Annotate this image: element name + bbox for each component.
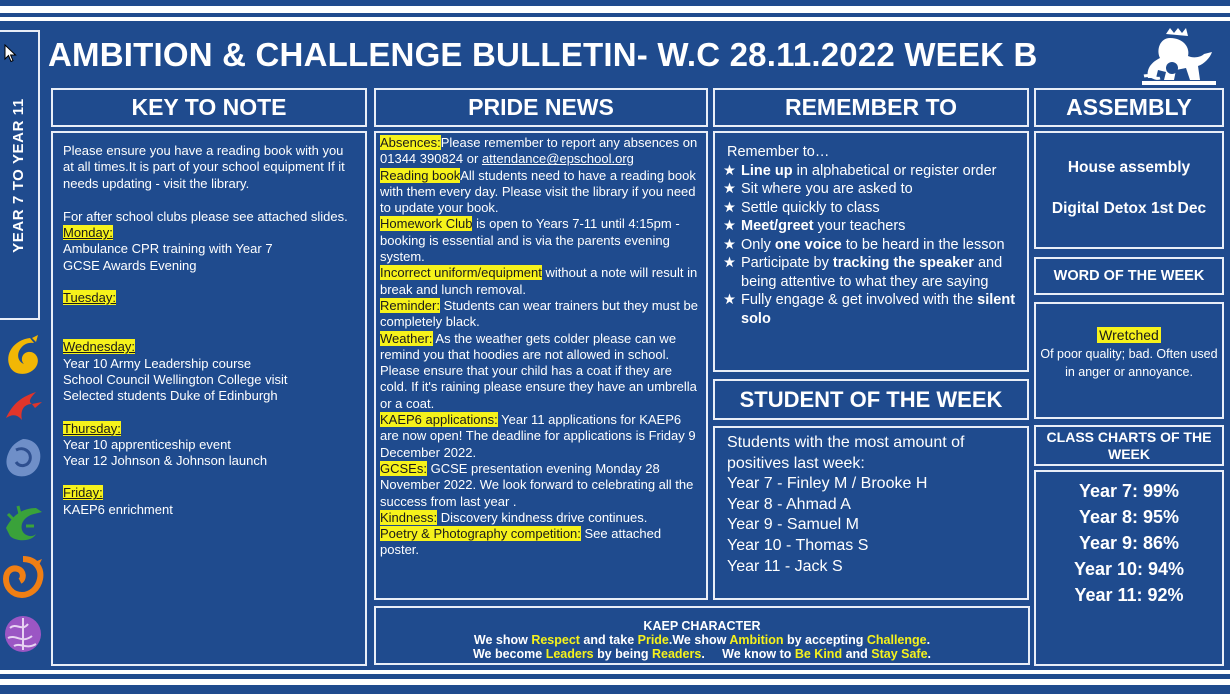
kaep-keyword: Stay Safe	[871, 647, 928, 661]
assembly-header	[1034, 88, 1224, 127]
news-item-homework-club	[380, 216, 702, 265]
news-label: Weather:	[380, 330, 433, 346]
key-to-note-title: KEY TO NOTE	[131, 94, 287, 120]
kaep-text-run: We show	[473, 633, 532, 647]
blue-sea-creature-icon	[2, 436, 44, 480]
remember-intro: Remember to…	[727, 144, 830, 160]
day-item: GCSE Awards Evening	[63, 257, 197, 273]
pride-news-panel	[374, 131, 708, 600]
lion-crown-logo-icon	[1140, 28, 1218, 86]
remember-text-run: your teachers	[813, 218, 906, 234]
kaep-text-run: and	[842, 647, 872, 661]
remember-item-text	[741, 236, 1021, 255]
kaep-keyword: Readers	[651, 647, 702, 661]
assembly-panel	[1034, 131, 1224, 249]
kaep-keyword: Leaders	[545, 647, 594, 661]
clubs-note: For after school clubs please see attached slides.	[63, 208, 348, 224]
class-chart-year-9: Year 9: 86%	[1078, 533, 1180, 553]
day-label: Wednesday:	[63, 339, 136, 355]
remember-item	[723, 199, 1021, 218]
kaep-keyword: Ambition	[729, 633, 784, 647]
day-wednesday	[63, 339, 355, 404]
remember-item	[723, 291, 1021, 328]
news-text: Year 11 applications for KAEP6 are now open! The deadline for applications is Friday 9 December 2022.	[380, 412, 696, 460]
remember-to-panel	[713, 131, 1029, 372]
remember-item	[723, 180, 1021, 199]
star-bullet-icon: ★	[723, 199, 736, 216]
kaep-title: KAEP CHARACTER	[643, 619, 761, 633]
student-of-week-intro: Students with the most amount of positives last week:	[727, 434, 965, 472]
star-bullet-icon: ★	[723, 255, 736, 271]
remember-item-text	[741, 199, 1021, 218]
word-of-week-title: WORD OF THE WEEK	[1053, 268, 1205, 284]
star-bullet-icon: ★	[723, 236, 736, 253]
news-item-absences	[380, 135, 702, 168]
news-text: Students can wear trainers but they must be completely black.	[380, 297, 698, 330]
remember-emphasis: Meet/greet	[741, 218, 814, 234]
remember-emphasis: one voice	[774, 236, 842, 253]
red-bird-icon	[2, 384, 44, 428]
pride-news-title: PRIDE NEWS	[468, 94, 614, 120]
student-entry: Year 11 - Jack S	[727, 557, 843, 575]
purple-brain-icon	[2, 612, 44, 656]
kaep-keyword: Respect	[531, 633, 580, 647]
news-item-competition	[380, 526, 702, 559]
news-text: Please remember to report any absences on 01344 390824 or	[380, 135, 698, 167]
star-bullet-icon: ★	[723, 292, 736, 308]
day-thursday	[63, 421, 355, 470]
student-entry: Year 8 - Ahmad A	[727, 495, 851, 513]
news-text: without a note will result in break and lunch removal.	[380, 265, 698, 297]
day-item: Year 10 apprenticeship event	[63, 436, 231, 452]
top-stripe-2	[0, 17, 1230, 21]
news-text: is open to Years 7-11 until 4:15pm - booking is essential and is via the parents evening system.	[380, 216, 680, 265]
remember-item-text	[741, 217, 1021, 236]
day-label: Monday:	[63, 225, 113, 241]
day-tuesday	[63, 290, 355, 306]
word-of-week-panel	[1034, 302, 1224, 419]
news-label: Reminder:	[380, 297, 440, 313]
day-friday	[63, 485, 355, 518]
remember-item	[723, 254, 1021, 291]
class-charts-title: CLASS CHARTS OF THE WEEK	[1046, 428, 1212, 462]
news-text: GCSE presentation evening Monday 28 November 2022. We look forward to celebrating all the success from last year .	[380, 460, 694, 509]
day-label: Tuesday:	[63, 290, 116, 306]
student-of-week-panel	[713, 426, 1029, 600]
student-of-week-title: STUDENT OF THE WEEK	[739, 386, 1003, 412]
kaep-character-panel	[374, 606, 1030, 665]
news-text: Discovery kindness drive continues.	[437, 509, 648, 525]
reading-book-note: Please ensure you have a reading book with you at all times.It is part of your school equipment If it needs updating - visit the library.	[63, 143, 345, 191]
day-label: Thursday:	[63, 420, 121, 436]
kaep-line-1	[376, 633, 1028, 647]
kaep-text-run: by being	[593, 647, 652, 661]
remember-emphasis: Line up	[741, 162, 793, 179]
top-stripe-1	[0, 6, 1230, 13]
remember-emphasis: silent solo	[741, 292, 1016, 327]
star-bullet-icon: ★	[723, 162, 736, 179]
kaep-text-run: .We show	[668, 633, 730, 647]
news-item-reminder	[380, 298, 702, 331]
word-of-week-definition: Of poor quality; bad. Often used in anger or annoyance.	[1040, 347, 1218, 379]
remember-item	[723, 217, 1021, 236]
star-bullet-icon: ★	[723, 181, 736, 197]
pride-news-header	[374, 88, 708, 127]
student-entry: Year 10 - Thomas S	[727, 536, 869, 554]
news-label: Kindness:	[380, 509, 438, 525]
news-label: Homework Club	[380, 216, 473, 232]
kaep-text-run: .	[926, 633, 931, 647]
remember-item	[723, 236, 1021, 255]
news-item-reading-book	[380, 168, 702, 217]
day-item: Year 10 Army Leadership course	[63, 355, 252, 371]
orange-shell-icon	[2, 555, 44, 599]
news-text: As the weather gets colder please can we remind you that hoodies are not allowed in school. Please ensure that your child has a coat if they are cold. If it's raining please ensure they have an umbrella or a coat.	[380, 330, 697, 411]
day-item: KAEP6 enrichment	[63, 501, 173, 517]
news-item-kindness	[380, 510, 702, 526]
remember-item	[723, 162, 1021, 181]
remember-text-run: Settle quickly to class	[741, 199, 880, 216]
assembly-line-2: Digital Detox 1st Dec	[1051, 200, 1207, 217]
news-label: Incorrect uniform/equipment	[380, 265, 542, 281]
day-label: Friday:	[63, 485, 103, 501]
class-charts-header	[1034, 425, 1224, 466]
remember-item-text	[741, 291, 1021, 328]
remember-item-text	[741, 254, 1021, 291]
remember-text-run: in alphabetical or register order	[792, 162, 997, 179]
student-of-week-header	[713, 379, 1029, 420]
kaep-text-run: by accepting	[783, 633, 867, 647]
remember-item-text	[741, 180, 1021, 199]
kaep-line-2	[376, 647, 1028, 661]
side-tab	[0, 30, 40, 320]
news-item-gcses	[380, 461, 702, 510]
remember-item-text	[741, 162, 1021, 181]
kaep-keyword: Challenge	[866, 633, 927, 647]
news-label: Absences:	[380, 135, 441, 150]
word-of-week-header	[1034, 257, 1224, 295]
news-item-uniform	[380, 265, 702, 298]
gold-dragon-icon	[2, 334, 44, 378]
news-label: KAEP6 applications:	[380, 412, 498, 428]
remember-text-run: Only	[741, 236, 775, 253]
kaep-text-run: . We know to	[701, 647, 795, 661]
news-text: All students need to have a reading book with them every day. Please visit the library if you need to update your book.	[380, 167, 696, 216]
word-of-week-word: Wretched	[1099, 327, 1159, 343]
kaep-text-run: .	[927, 647, 932, 661]
class-charts-panel	[1034, 470, 1224, 666]
bottom-stripe-1	[0, 670, 1230, 674]
remember-emphasis: tracking the speaker	[832, 255, 974, 271]
remember-text-run: Sit where you are asked to	[741, 181, 913, 197]
attendance-email-link[interactable]: attendance@epschool.org	[481, 151, 634, 167]
bottom-stripe-2	[0, 679, 1230, 685]
remember-text-run: Participate by	[741, 255, 833, 271]
green-lizard-icon	[2, 498, 44, 542]
remember-text-run: and being attentive to what they are saying	[741, 255, 1003, 290]
remember-list	[723, 162, 1021, 329]
kaep-text-run: We become	[472, 647, 546, 661]
news-item-weather	[380, 331, 702, 412]
day-item: Ambulance CPR training with Year 7	[63, 241, 273, 257]
news-label: GCSEs:	[380, 460, 427, 476]
key-to-note-header	[51, 88, 367, 127]
class-chart-year-7: Year 7: 99%	[1078, 481, 1180, 501]
star-bullet-icon: ★	[723, 218, 736, 234]
student-entry: Year 9 - Samuel M	[727, 516, 859, 534]
remember-text-run: to be heard in the lesson	[841, 236, 1005, 253]
assembly-line-1: House assembly	[1067, 159, 1191, 176]
news-label: Poetry & Photography competition:	[380, 526, 581, 542]
class-chart-year-11: Year 11: 92%	[1074, 585, 1184, 605]
day-monday	[63, 225, 355, 274]
news-label: Reading book	[380, 167, 461, 183]
day-item: Selected students Duke of Edinburgh	[63, 388, 278, 404]
kaep-keyword: Be Kind	[794, 647, 843, 661]
kaep-text-run: and take	[579, 633, 638, 647]
day-item: School Council Wellington College visit	[63, 371, 288, 387]
kaep-keyword: Pride	[637, 633, 669, 647]
day-item: Year 12 Johnson & Johnson launch	[63, 453, 268, 469]
student-entry: Year 7 - Finley M / Brooke H	[727, 475, 928, 493]
page-title: AMBITION & CHALLENGE BULLETIN- W.C 28.11.2022 WEEK B	[48, 36, 1038, 73]
side-tab-label: YEAR 7 TO YEAR 11	[9, 97, 27, 253]
remember-to-title: REMEMBER TO	[784, 94, 958, 120]
assembly-title: ASSEMBLY	[1066, 94, 1192, 120]
remember-to-header	[713, 88, 1029, 127]
class-chart-year-10: Year 10: 94%	[1073, 559, 1185, 579]
remember-text-run: Fully engage & get involved with the	[741, 292, 978, 308]
news-text: See attached poster.	[380, 526, 662, 558]
news-item-kaep6	[380, 412, 702, 461]
class-chart-year-8: Year 8: 95%	[1078, 507, 1180, 527]
key-to-note-panel	[51, 131, 367, 666]
